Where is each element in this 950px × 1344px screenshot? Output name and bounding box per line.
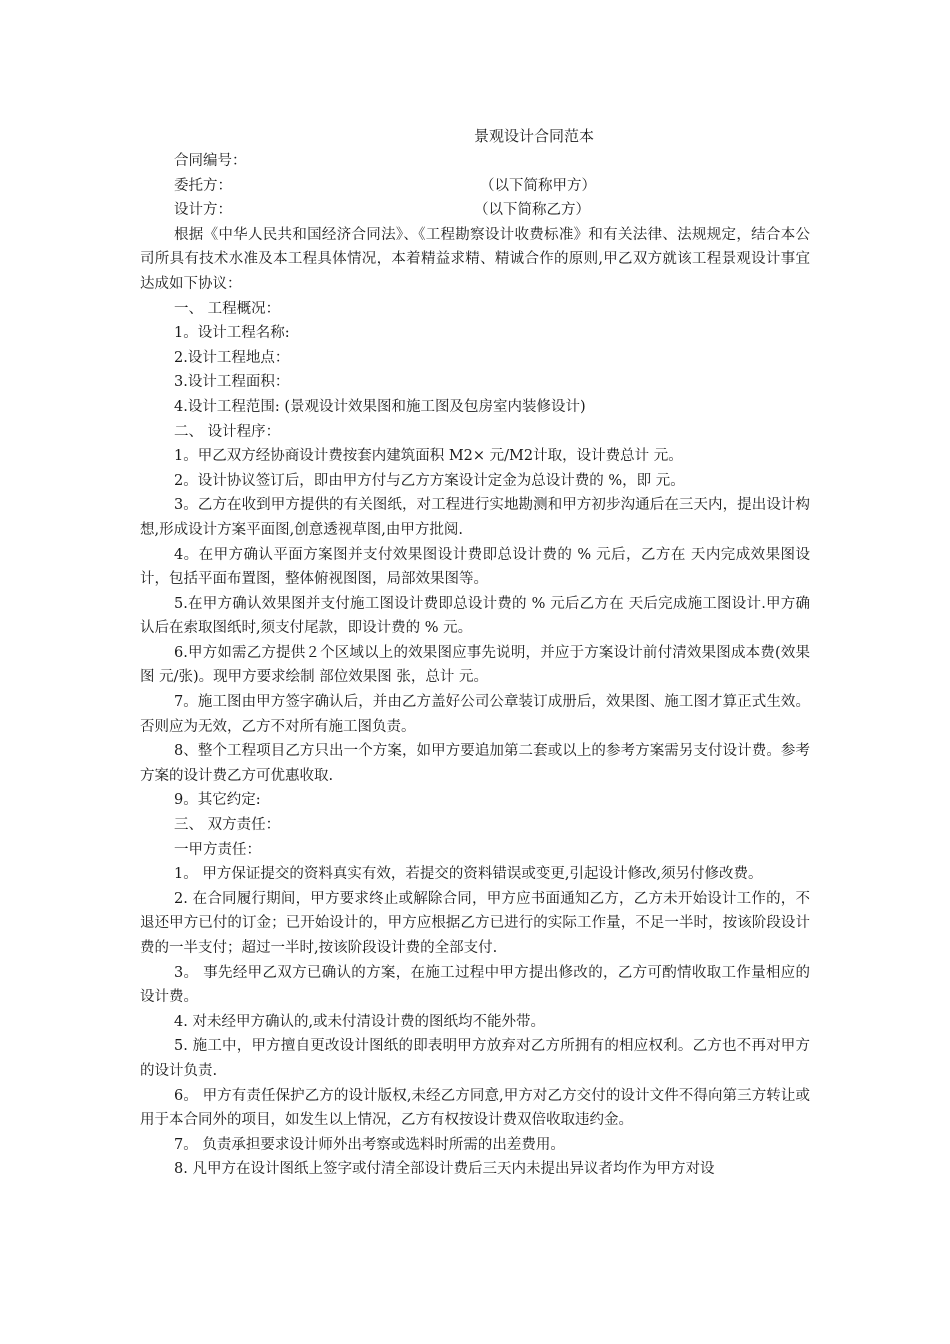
document-body bbox=[140, 149, 810, 1182]
client-line bbox=[140, 174, 810, 199]
client-note: （以下简称甲方） bbox=[480, 177, 596, 194]
contract-number-line: 合同编号： bbox=[174, 153, 247, 169]
section1-item: 4.设计工程范围: (景观设计效果图和施工图及包房室内装修设计) bbox=[174, 398, 586, 415]
section3-heading: 三、 双方责任： bbox=[174, 817, 281, 834]
intro-paragraph: 根据《中华人民共和国经济合同法》、《工程勘察设计收费标准》和有关法律、法规规定，结合本公司所具有技术水准及本工程具体情况，本着精益求精、精诚合作的原则,甲乙双方就该工程景观设计事宜达成如下协议： bbox=[140, 226, 810, 292]
section2-item: 4。在甲方确认平面方案图并支付效果图设计费即总设计费的 % 元后，乙方在 天内完成效果图设计，包括平面布置图，整体俯视图图，局部效果图等。 bbox=[140, 546, 810, 588]
section3-item: 8. 凡甲方在设计图纸上签字或付清全部设计费后三天内未提出异议者均作为甲方对设 bbox=[174, 1161, 715, 1178]
designer-line bbox=[140, 198, 810, 223]
section2-item: 5.在甲方确认效果图并支付施工图设计费即总设计费的 % 元后乙方在 天后完成施工图设计.甲方确认后在索取图纸时,须支付尾款，即设计费的 % 元。 bbox=[140, 595, 810, 637]
section2-item: 1。甲乙双方经协商设计费按套内建筑面积 M2× 元/M2计取，设计费总计 元。 bbox=[174, 448, 683, 465]
section1-item: 2.设计工程地点： bbox=[174, 349, 290, 366]
section2-item: 6.甲方如需乙方提供２个区域以上的效果图应事先说明，并应于方案设计前付清效果图成本费(效果图 元/张)。现甲方要求绘制 部位效果图 张，总计 元。 bbox=[140, 644, 810, 686]
section3-item: 2. 在合同履行期间，甲方要求终止或解除合同，甲方应书面通知乙方，乙方未开始设计工作的，不退还甲方已付的订金；已开始设计的，甲方应根据乙方已进行的实际工作量，不足一半时，按该阶段设计费的一半支付；超过一半时,按该阶段设计费的全部支付. bbox=[140, 890, 810, 956]
section1-heading: 一、 工程概况： bbox=[174, 300, 281, 317]
section2-item: 3。乙方在收到甲方提供的有关图纸，对工程进行实地勘测和甲方初步沟通后在三天内，提出设计构想,形成设计方案平面图,创意透视草图,由甲方批阅. bbox=[140, 497, 810, 538]
section1-item: 1。设计工程名称: bbox=[174, 325, 290, 342]
client-label: 委托方： bbox=[174, 177, 232, 194]
section2-item: 8、整个工程项目乙方只出一个方案，如甲方要追加第二套或以上的参考方案需另支付设计费。参考方案的设计费乙方可优惠收取. bbox=[140, 743, 810, 784]
section1-item: 3.设计工程面积： bbox=[174, 374, 290, 391]
document-title: 景观设计合同范本 bbox=[473, 127, 594, 145]
section3-item: 7。 负责承担要求设计师外出考察或选料时所需的出差费用。 bbox=[174, 1136, 565, 1153]
section2-item: 2。设计协议签订后，即由甲方付与乙方方案设计定金为总设计费的 %，即 元。 bbox=[174, 472, 685, 489]
section3-item: 3。 事先经甲乙双方已确认的方案，在施工过程中甲方提出修改的，乙方可酌情收取工作量相应的设计费。 bbox=[140, 964, 810, 1006]
section3-item: 6。 甲方有责任保护乙方的设计版权,未经乙方同意,甲方对乙方交付的设计文件不得向第三方转让或用于本合同外的项目，如发生以上情况，乙方有权按设计费双倍收取违约金。 bbox=[140, 1087, 810, 1129]
section2-item: 7。施工图由甲方签字确认后，并由乙方盖好公司公章装订成册后，效果图、施工图才算正式生效。否则应为无效，乙方不对所有施工图负责。 bbox=[140, 694, 810, 735]
section3-item: 5. 施工中，甲方擅自更改设计图纸的即表明甲方放弃对乙方所拥有的相应权利。乙方也不再对甲方的设计负责. bbox=[140, 1038, 810, 1079]
section3-item: 4. 对未经甲方确认的,或未付清设计费的图纸均不能外带。 bbox=[174, 1013, 546, 1030]
section2-item: 9。其它约定: bbox=[174, 792, 261, 809]
section3-item: 1。 甲方保证提交的资料真实有效，若提交的资料错误或变更,引起设计修改,须另付修改费。 bbox=[174, 866, 763, 883]
designer-label: 设计方： bbox=[174, 202, 232, 219]
designer-note: （以下简称乙方） bbox=[474, 202, 590, 219]
section3-subheading: 一甲方责任： bbox=[174, 841, 261, 858]
section2-heading: 二、 设计程序： bbox=[174, 423, 281, 440]
